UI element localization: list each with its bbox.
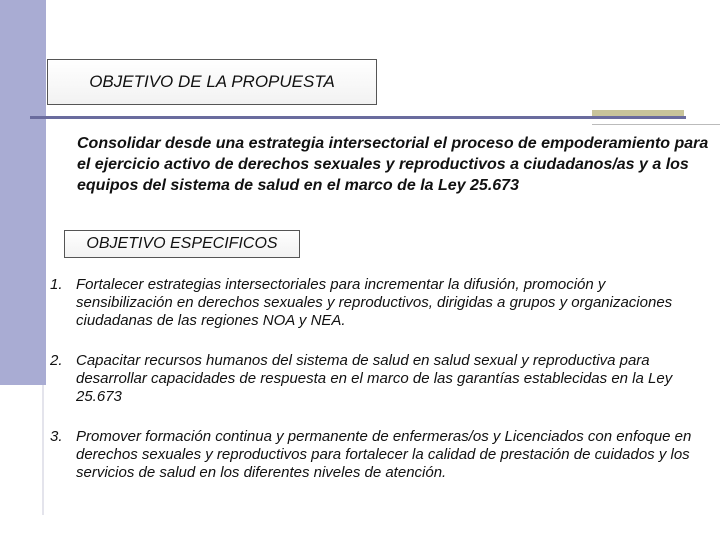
list-item [40, 276, 700, 330]
item-number: 2. [50, 352, 63, 369]
specific-objectives-heading: OBJETIVO ESPECIFICOS [86, 235, 278, 252]
title-box [47, 59, 377, 105]
specific-objectives-box [64, 230, 300, 258]
thin-rule [592, 124, 720, 125]
item-number: 1. [50, 276, 63, 293]
page-title: OBJETIVO DE LA PROPUESTA [89, 72, 335, 91]
item-number: 3. [50, 428, 63, 445]
divider-rule [30, 116, 686, 119]
item-text: Capacitar recursos humanos del sistema de salud en salud sexual y reproductiva para desarrollar capacidades de respuesta en el marco de las garantías establecidas en la Ley 25.673 [76, 352, 673, 405]
objectives-list [40, 276, 700, 504]
list-item [40, 352, 700, 406]
item-text: Fortalecer estrategias intersectoriales para incrementar la difusión, promoción y sensibilización en derechos sexuales y reproductivos, dirigidas a grupos y organizaciones ciudadanas de las regiones NOA y NEA. [76, 276, 673, 329]
item-text: Promover formación continua y permanente de enfermeras/os y Licenciados con enfoque en derechos sexuales y reproductivos para fortalecer la calidad de prestación de cuidados y los servicios de salud en los diferentes niveles de atención. [76, 428, 692, 481]
main-objective: Consolidar desde una estrategia intersectorial el proceso de empoderamiento para el ejercicio activo de derechos sexuales y reproductivos a ciudadanos/as y a los equipos del sistema de salud en el marco de la Ley 25.673 [77, 135, 709, 194]
list-item [40, 428, 700, 482]
